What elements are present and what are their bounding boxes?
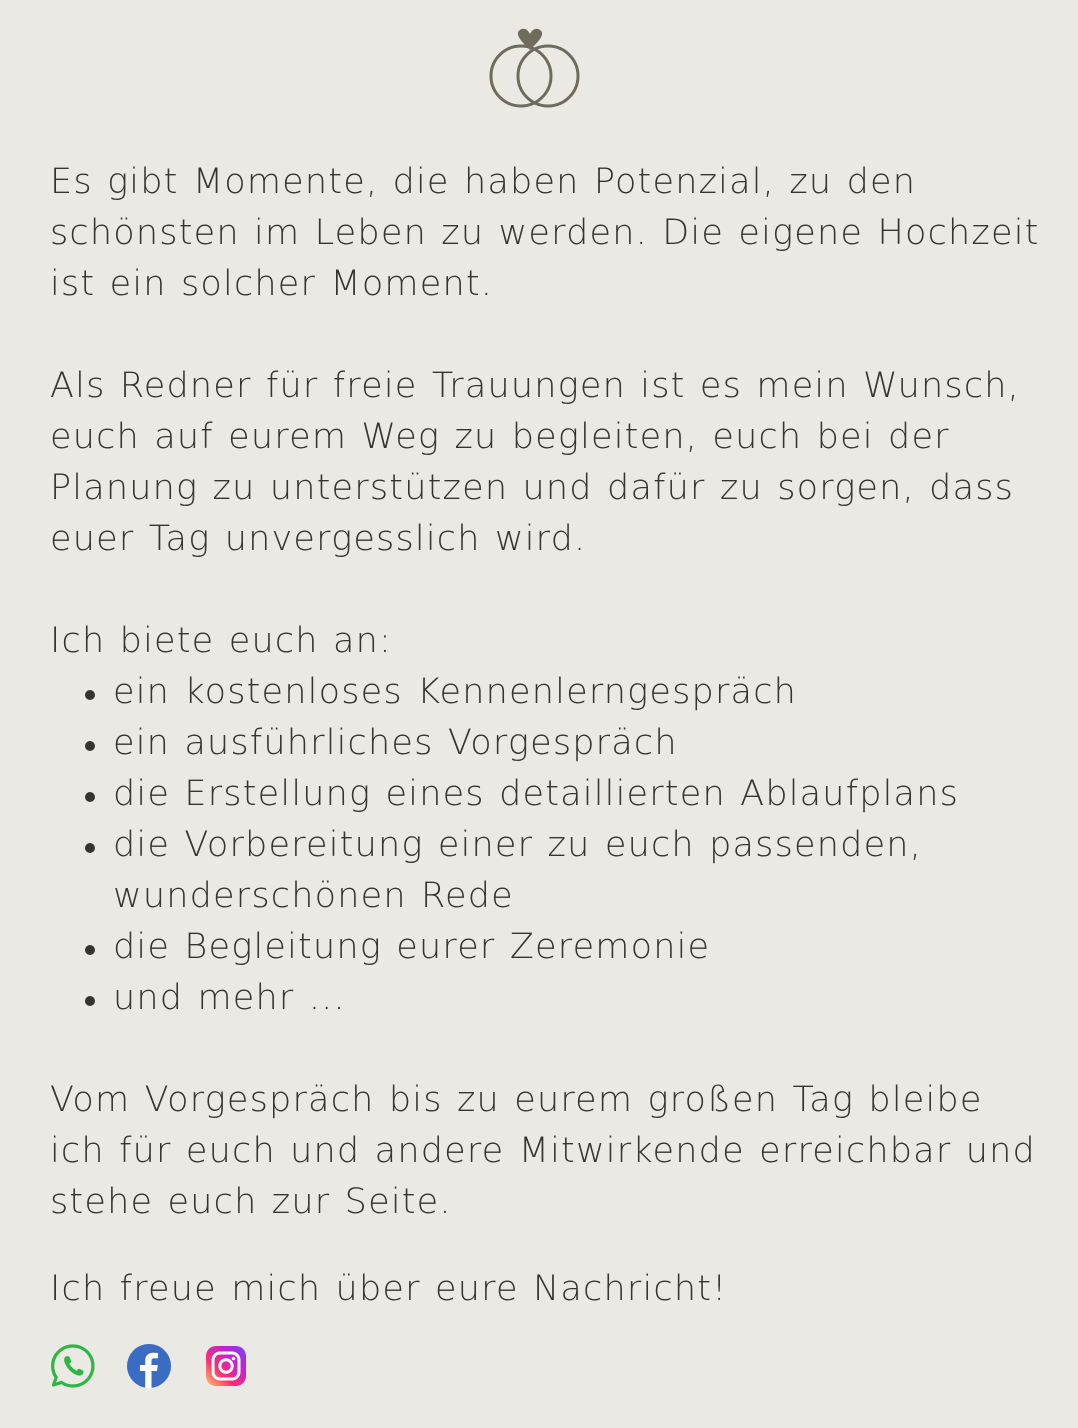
offers-heading: Ich biete euch an: [50, 621, 393, 661]
list-item: die Begleitung eurer Zeremonie [113, 922, 1040, 973]
whatsapp-link[interactable] [50, 1343, 96, 1389]
list-item: ein ausführliches Vorgespräch [113, 718, 1040, 769]
list-item: die Vorbereitung einer zu euch passenden, wunderschönen Rede [113, 820, 1040, 922]
instagram-link[interactable] [202, 1343, 248, 1389]
list-item: und mehr ... [113, 973, 1040, 1024]
social-links [50, 1343, 278, 1389]
intro-paragraph-2: Als Redner für freie Trauungen ist es mein Wunsch, euch auf eurem Weg zu begleiten, euch bei der Planung zu unterstützen und dafür zu sorgen, dass euer Tag unvergesslich wird. [50, 366, 1020, 559]
closing-paragraph: Vom Vorgespräch bis zu eurem großen Tag bleibe ich für euch und andere Mitwirkende erreichbar und stehe euch zur Seite. [50, 1080, 1036, 1222]
instagram-icon [202, 1343, 248, 1389]
list-item: die Erstellung eines detaillierten Ablaufplans [113, 769, 1040, 820]
facebook-icon [126, 1343, 172, 1389]
intro-paragraph-1: Es gibt Momente, die haben Potenzial, zu den schönsten im Leben zu werden. Die eigene Hochzeit ist ein solcher Moment. [50, 162, 1040, 304]
facebook-link[interactable] [126, 1343, 172, 1389]
list-item: ein kostenloses Kennenlerngespräch [113, 667, 1040, 718]
wedding-rings-logo [488, 26, 584, 112]
call-to-action: Ich freue mich über eure Nachricht! [50, 1269, 728, 1309]
offers-list [50, 667, 1040, 1024]
whatsapp-icon [50, 1343, 96, 1389]
